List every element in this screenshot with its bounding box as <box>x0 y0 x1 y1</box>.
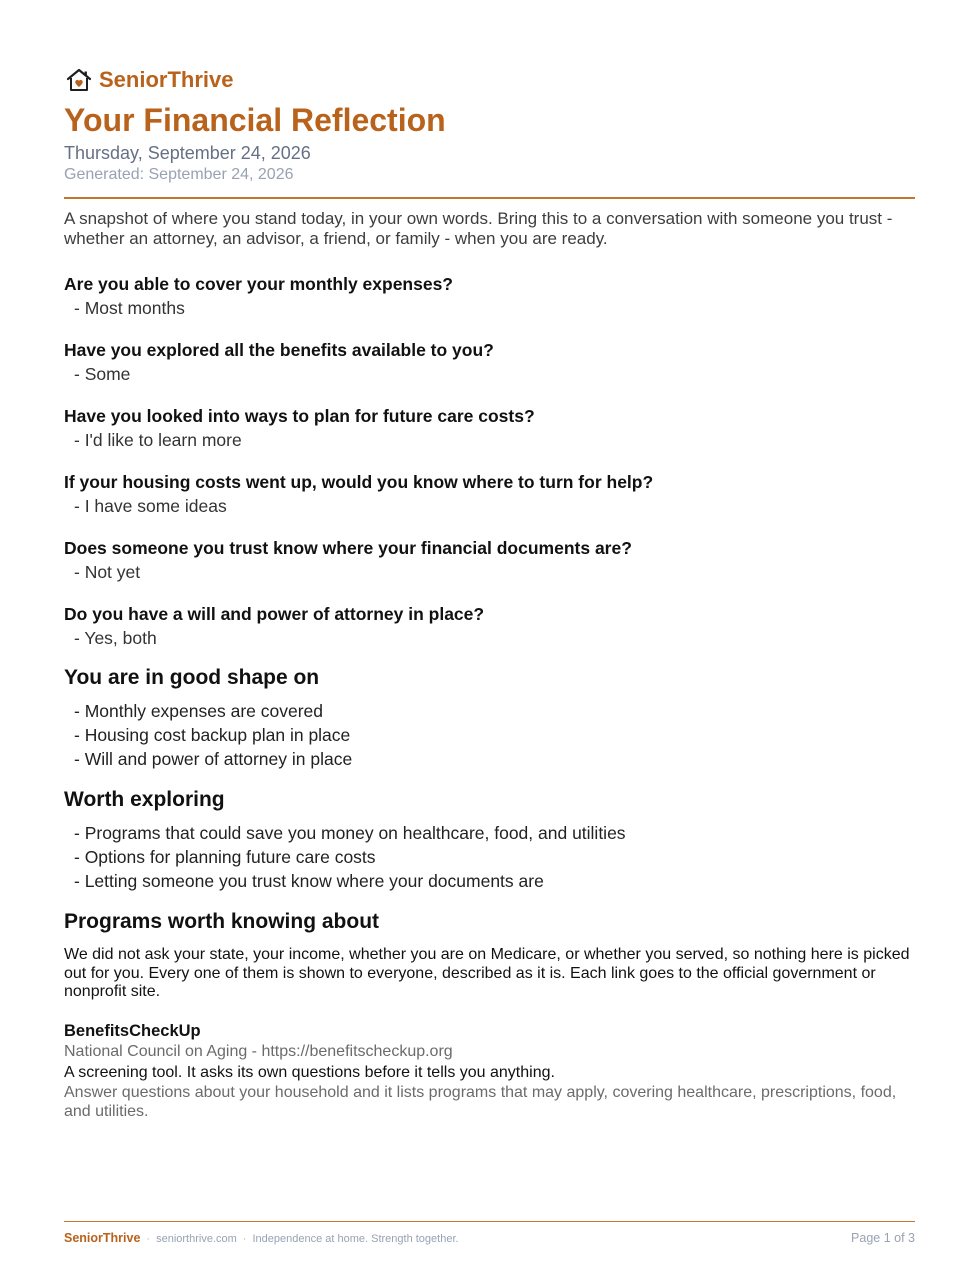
list-item: - Options for planning future care costs <box>74 847 376 867</box>
question-text: Does someone you trust know where your financial documents are? <box>64 538 632 558</box>
list-item: - Monthly expenses are covered <box>74 701 324 721</box>
programs-heading: Programs worth knowing about <box>64 910 380 933</box>
question-block <box>64 273 915 319</box>
footer-separator: · <box>146 1233 151 1245</box>
list-item: - Letting someone you trust know where your documents are <box>74 871 544 891</box>
page-title: Your Financial Reflection <box>64 102 446 138</box>
worth-exploring-heading: Worth exploring <box>64 788 225 811</box>
footer-tagline: Independence at home. Strength together. <box>252 1233 459 1245</box>
good-shape-heading: You are in good shape on <box>64 666 320 689</box>
answer-text: - Yes, both <box>74 628 157 648</box>
question-block <box>64 537 915 583</box>
answer-text: - I'd like to learn more <box>74 430 242 450</box>
answer-text: - Some <box>74 364 131 384</box>
question-text: Do you have a will and power of attorney in place? <box>64 604 485 624</box>
answer-text: - Most months <box>74 298 185 318</box>
generated-date: Generated: September 24, 2026 <box>64 166 294 183</box>
report-date: Thursday, September 24, 2026 <box>64 143 311 163</box>
brand-name: SeniorThrive <box>99 67 234 92</box>
footer-info <box>64 1231 459 1245</box>
question-text: If your housing costs went up, would you know where to turn for help? <box>64 472 654 492</box>
good-shape-list <box>64 699 915 771</box>
document-page <box>64 64 915 1121</box>
question-text: Have you looked into ways to plan for future care costs? <box>64 406 535 426</box>
house-heart-icon <box>66 68 92 92</box>
page-number: Page 1 of 3 <box>851 1231 915 1245</box>
answer-text: - I have some ideas <box>74 496 227 516</box>
intro-paragraph: A snapshot of where you stand today, in your own words. Bring this to a conversation with someone you trust - whether an attorney, an advisor, a friend, or family - when you are ready. <box>64 209 893 248</box>
worth-exploring-list <box>64 821 915 893</box>
question-text: Have you explored all the benefits available to you? <box>64 340 494 360</box>
answer-text: - Not yet <box>74 562 141 582</box>
question-block <box>64 405 915 451</box>
program-summary: A screening tool. It asks its own questions before it tells you anything. <box>64 1063 555 1081</box>
footer-separator: · <box>242 1233 247 1245</box>
footer-brand: SeniorThrive <box>64 1231 141 1245</box>
question-block <box>64 339 915 385</box>
list-item: - Will and power of attorney in place <box>74 749 353 769</box>
brand-header <box>64 64 915 96</box>
question-text: Are you able to cover your monthly expenses? <box>64 274 453 294</box>
program-name: BenefitsCheckUp <box>64 1021 201 1040</box>
question-block <box>64 603 915 649</box>
program-description: Answer questions about your household and it lists programs that may apply, covering healthcare, prescriptions, food, and utilities. <box>64 1083 897 1120</box>
list-item: - Housing cost backup plan in place <box>74 725 351 745</box>
footer-site-link[interactable]: seniorthrive.com <box>156 1233 237 1245</box>
programs-intro: We did not ask your state, your income, whether you are on Medicare, or whether you served, so nothing here is picked out for you. Every one of them is shown to everyone, described as it is. Each link goes to the official government or nonprofit site. <box>64 946 910 1000</box>
program-source-link[interactable]: National Council on Aging - https://benefitscheckup.org <box>64 1042 453 1060</box>
question-block <box>64 471 915 517</box>
header-divider <box>64 197 915 199</box>
page-footer <box>64 1221 915 1245</box>
list-item: - Programs that could save you money on healthcare, food, and utilities <box>74 823 626 843</box>
program-card <box>64 1021 915 1121</box>
